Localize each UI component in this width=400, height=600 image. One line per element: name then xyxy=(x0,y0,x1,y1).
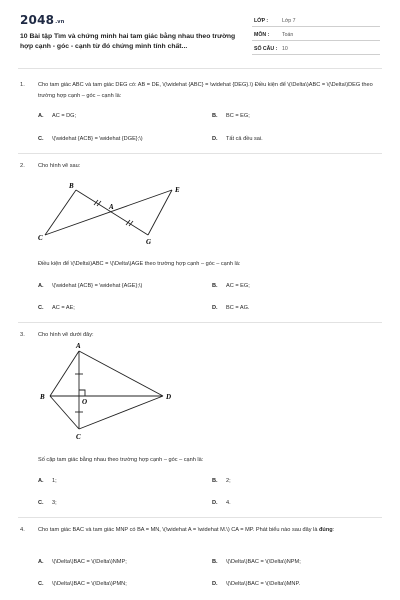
question-4-number: 4. xyxy=(20,527,25,533)
option-text: 2; xyxy=(226,478,231,484)
segment-ce xyxy=(45,190,172,235)
option-text: \(\widehat {ACB} = \widehat {DGE};\) xyxy=(52,136,143,142)
option-text: \(\widehat {ACB} = \widehat {AGE};\) xyxy=(52,283,143,289)
segment-ad xyxy=(79,351,163,396)
segment-dc xyxy=(79,396,163,429)
question-3-figure xyxy=(36,343,186,443)
question-3-number: 3. xyxy=(20,332,25,338)
logo-text: 2048 xyxy=(20,13,55,27)
point-label-g: G xyxy=(146,238,152,246)
option-label: D. xyxy=(212,581,218,587)
option-label: D. xyxy=(212,500,218,506)
question-1-option-c[interactable] xyxy=(38,136,143,142)
option-label: B. xyxy=(212,113,218,119)
option-text: AC = DG; xyxy=(52,113,77,119)
meta-class-value: Lớp 7 xyxy=(282,18,296,24)
option-text: Tất cả đều sai. xyxy=(226,136,263,142)
question-4-option-b[interactable] xyxy=(212,559,301,565)
question-divider xyxy=(18,322,382,323)
meta-subject-value: Toán xyxy=(282,32,294,38)
option-text: 4. xyxy=(226,500,231,506)
option-label: B. xyxy=(212,478,218,484)
question-4-text-emphasis: đúng xyxy=(319,527,333,533)
question-4-text-end: : xyxy=(332,527,335,533)
question-2-option-b[interactable] xyxy=(212,283,250,289)
point-label-b: B xyxy=(69,182,74,190)
option-label: D. xyxy=(212,136,218,142)
segment-bc xyxy=(50,396,79,429)
segment-bc xyxy=(45,190,76,235)
question-3-option-d[interactable] xyxy=(212,500,231,506)
question-4-option-a[interactable] xyxy=(38,559,127,565)
question-1-option-a[interactable] xyxy=(38,113,76,119)
question-1-option-d[interactable] xyxy=(212,136,263,142)
option-label: A. xyxy=(38,559,44,565)
option-text: AC = AE; xyxy=(52,305,75,311)
option-text: BC = AG. xyxy=(226,305,250,311)
point-label-c: C xyxy=(38,234,43,242)
point-label-d: D xyxy=(166,393,172,401)
tick-mark xyxy=(126,220,130,225)
question-3-option-b[interactable] xyxy=(212,478,231,484)
question-divider xyxy=(18,153,382,154)
question-4-text-main: Cho tam giác BAC và tam giác MNP có BA = MN, \(\widehat A = \widehat M.\) CA = MP. Phát biểu nào sau đây là xyxy=(38,527,320,533)
question-2-text: Cho hình vẽ sau: xyxy=(38,163,81,169)
option-text: \(\Delta\)BAC = \(\Delta\)NMP; xyxy=(52,559,127,565)
question-4-text xyxy=(38,525,384,536)
meta-subject-key: MÔN : xyxy=(254,32,270,38)
option-label: D. xyxy=(212,305,218,311)
question-4-option-c[interactable] xyxy=(38,581,127,587)
header-divider xyxy=(18,68,382,69)
question-2-figure xyxy=(36,178,196,248)
option-text: \(\Delta\)BAC = \(\Delta\)NPM; xyxy=(226,559,301,565)
point-label-c: C xyxy=(76,433,81,441)
option-label: C. xyxy=(38,305,44,311)
meta-subject-row xyxy=(252,29,380,41)
point-label-o: O xyxy=(82,398,88,406)
meta-count-row xyxy=(252,43,380,55)
option-text: \(\Delta\)BAC = \(\Delta\)PMN; xyxy=(52,581,127,587)
option-label: A. xyxy=(38,113,44,119)
point-label-b: B xyxy=(40,393,45,401)
option-label: C. xyxy=(38,136,44,142)
question-2-number: 2. xyxy=(20,163,25,169)
option-label: A. xyxy=(38,478,44,484)
question-3-option-a[interactable] xyxy=(38,478,57,484)
question-3-option-c[interactable] xyxy=(38,500,57,506)
segment-eg xyxy=(148,190,172,235)
question-2-option-a[interactable] xyxy=(38,283,142,289)
meta-class-row xyxy=(252,15,380,27)
option-label: C. xyxy=(38,581,44,587)
option-text: AC = EG; xyxy=(226,283,250,289)
document-header xyxy=(0,0,400,66)
question-2-option-d[interactable] xyxy=(212,305,249,311)
right-angle-mark xyxy=(79,390,85,396)
option-label: C. xyxy=(38,500,44,506)
question-1-option-b[interactable] xyxy=(212,113,250,119)
point-label-a: A xyxy=(76,343,81,350)
question-2-prompt: Điều kiện để \(\Delta\)ABC = \(\Delta\)AGE theo trường hợp cạnh – góc – cạnh là: xyxy=(38,261,241,267)
document-title: 10 Bài tập Tìm và chứng minh hai tam giác bằng nhau theo trường hợp cạnh - góc - cạnh từ đó chứng minh tính chất... xyxy=(20,33,236,50)
question-1-number: 1. xyxy=(20,82,25,88)
meta-count-value: 10 xyxy=(282,46,288,52)
question-divider xyxy=(18,517,382,518)
meta-count-key: SỐ CÂU : xyxy=(254,46,278,52)
tick-mark xyxy=(94,200,98,205)
segment-bg xyxy=(76,190,148,235)
question-4-option-d[interactable] xyxy=(212,581,300,587)
segment-ab xyxy=(50,351,79,396)
option-text: 1; xyxy=(52,478,57,484)
question-2-option-c[interactable] xyxy=(38,305,75,311)
point-label-a: A xyxy=(109,203,114,211)
meta-class-key: LỚP : xyxy=(254,18,269,24)
site-logo[interactable] xyxy=(20,13,65,27)
point-label-e: E xyxy=(175,186,180,194)
logo-suffix: .vn xyxy=(55,19,65,25)
option-text: BC = EG; xyxy=(226,113,250,119)
option-text: \(\Delta\)BAC = \(\Delta\)MNP. xyxy=(226,581,301,587)
option-label: B. xyxy=(212,559,218,565)
option-label: B. xyxy=(212,283,218,289)
question-3-prompt: Số cặp tam giác bằng nhau theo trường hợp cạnh – góc – cạnh là: xyxy=(38,457,204,463)
question-3-text: Cho hình vẽ dưới đây: xyxy=(38,332,94,338)
option-label: A. xyxy=(38,283,44,289)
question-1-text: Cho tam giác ABC và tam giác DEG có: AB = DE, \(\widehat {ABC} = \widehat {DEG}.\) Điều kiện để \(\Delta\)ABC = \(\Delta\)DEG theo trường hợp cạnh – góc – cạnh là: xyxy=(38,82,373,99)
option-text: 3; xyxy=(52,500,57,506)
